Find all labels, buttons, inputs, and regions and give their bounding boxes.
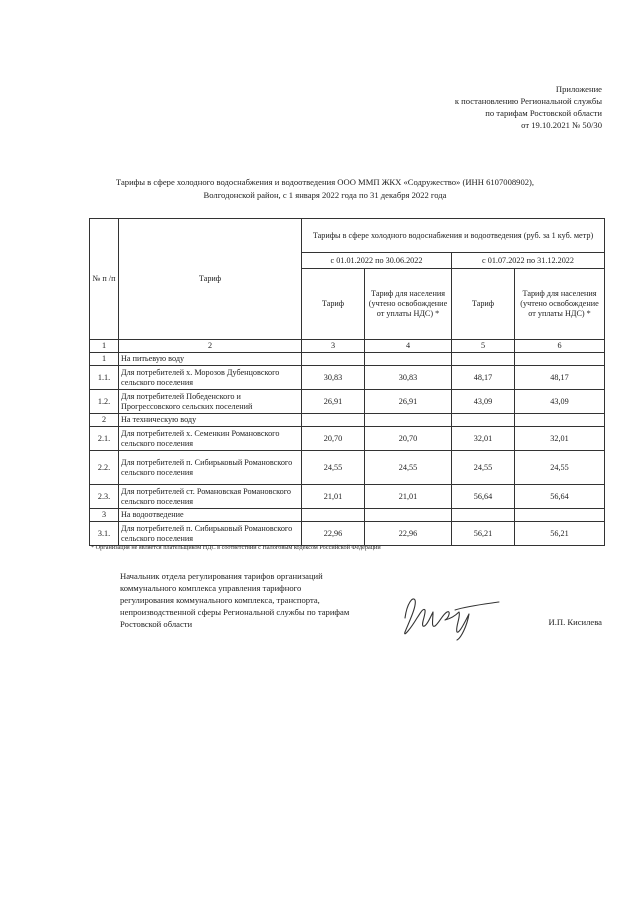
row-name: Для потребителей Победенского и Прогрессовского сельских поселений [119, 390, 302, 414]
row-value: 48,17 [515, 366, 605, 390]
column-number: 3 [302, 340, 365, 353]
row-value: 48,17 [452, 366, 515, 390]
row-name: Для потребителей п. Сибирьковый Романовского сельского поселения [119, 451, 302, 485]
row-value: 56,64 [452, 485, 515, 509]
row-value: 56,64 [515, 485, 605, 509]
row-value [365, 509, 452, 522]
column-number: 4 [365, 340, 452, 353]
row-value [365, 414, 452, 427]
appendix-line: по тарифам Ростовской области [485, 108, 602, 118]
row-value: 24,55 [515, 451, 605, 485]
table-row [90, 427, 605, 451]
signatory-position: Начальник отдела регулирования тарифов организаций коммунального комплекса управления тарифного регулирования коммунального комплекса, транспорта, непроизводственной сферы Региональной службы по тарифам Ростовской области [120, 571, 350, 629]
title-line: Волгодонской район, с 1 января 2022 года по 31 декабря 2022 года [203, 189, 447, 200]
row-value [452, 414, 515, 427]
row-value: 20,70 [365, 427, 452, 451]
row-number: 1 [90, 353, 119, 366]
table-row [90, 522, 605, 546]
row-value: 21,01 [365, 485, 452, 509]
table-row [90, 353, 605, 366]
column-number: 6 [515, 340, 605, 353]
row-value: 24,55 [452, 451, 515, 485]
table-row [90, 414, 605, 427]
row-value: 30,83 [365, 366, 452, 390]
row-value [302, 353, 365, 366]
signer-name: И.П. Кисилева [548, 617, 602, 627]
row-number: 3 [90, 509, 119, 522]
table-row [90, 451, 605, 485]
row-name: На питьевую воду [119, 353, 302, 366]
row-value: 32,01 [515, 427, 605, 451]
title-line: Тарифы в сфере холодного водоснабжения и водоотведения ООО ММП ЖКХ «Содружество» (ИНН 6107008902), [115, 177, 535, 187]
row-name: Для потребителей ст. Романовская Романовского сельского поселения [119, 485, 302, 509]
appendix-line: Приложение [555, 84, 602, 94]
row-value: 43,09 [452, 390, 515, 414]
row-value: 20,70 [302, 427, 365, 451]
handwritten-signature [395, 588, 505, 643]
header-number: № п /п [90, 219, 119, 340]
header-tariff-group: Тарифы в сфере холодного водоснабжения и водоотведения (руб. за 1 куб. метр) [302, 219, 605, 253]
row-value: 22,96 [365, 522, 452, 546]
row-value: 56,21 [515, 522, 605, 546]
row-value [515, 509, 605, 522]
row-name: Для потребителей х. Семенкин Романовского сельского поселения [119, 427, 302, 451]
table-row [90, 485, 605, 509]
column-number: 2 [119, 340, 302, 353]
row-value: 56,21 [452, 522, 515, 546]
row-value: 32,01 [452, 427, 515, 451]
row-number: 3.1. [90, 522, 119, 546]
column-number: 5 [452, 340, 515, 353]
row-name: Для потребителей х. Морозов Дубенцовского сельского поселения [119, 366, 302, 390]
row-number: 2.1. [90, 427, 119, 451]
document-title [100, 176, 550, 201]
row-value [515, 353, 605, 366]
header-tariff: Тариф [119, 219, 302, 340]
row-value: 26,91 [365, 390, 452, 414]
row-value [302, 414, 365, 427]
header-period-1: с 01.01.2022 по 30.06.2022 [302, 253, 452, 269]
table-row [90, 509, 605, 522]
row-value: 43,09 [515, 390, 605, 414]
column-number: 1 [90, 340, 119, 353]
row-name: На техническую воду [119, 414, 302, 427]
row-value: 24,55 [302, 451, 365, 485]
header-period-2: с 01.07.2022 по 31.12.2022 [452, 253, 605, 269]
row-value [365, 353, 452, 366]
row-number: 2 [90, 414, 119, 427]
header-population-col: Тариф для населения (учтено освобождение от уплаты НДС) * [365, 269, 452, 340]
row-name: На водоотведение [119, 509, 302, 522]
row-number: 2.2. [90, 451, 119, 485]
row-number: 1.1. [90, 366, 119, 390]
header-population-col: Тариф для населения (учтено освобождение от уплаты НДС) * [515, 269, 605, 340]
row-value: 21,01 [302, 485, 365, 509]
row-number: 1.2. [90, 390, 119, 414]
table-row [90, 390, 605, 414]
row-name: Для потребителей п. Сибирьковый Романовского сельского поселения [119, 522, 302, 546]
header-tariff-col: Тариф [452, 269, 515, 340]
row-value [515, 414, 605, 427]
column-number-row [90, 340, 605, 353]
table-row [90, 366, 605, 390]
row-number: 2.3. [90, 485, 119, 509]
footnote: * Организация не является плательщиком НДС в соответствии с Налоговым кодексом Российской Федерации [91, 544, 381, 551]
row-value [302, 509, 365, 522]
row-value: 22,96 [302, 522, 365, 546]
header-tariff-col: Тариф [302, 269, 365, 340]
row-value: 30,83 [302, 366, 365, 390]
row-value: 24,55 [365, 451, 452, 485]
tariff-table [89, 218, 605, 546]
appendix-line: к постановлению Региональной службы [454, 96, 602, 106]
appendix-header [455, 83, 602, 131]
row-value: 26,91 [302, 390, 365, 414]
row-value [452, 353, 515, 366]
row-value [452, 509, 515, 522]
appendix-line: от 19.10.2021 № 50/30 [521, 120, 602, 130]
